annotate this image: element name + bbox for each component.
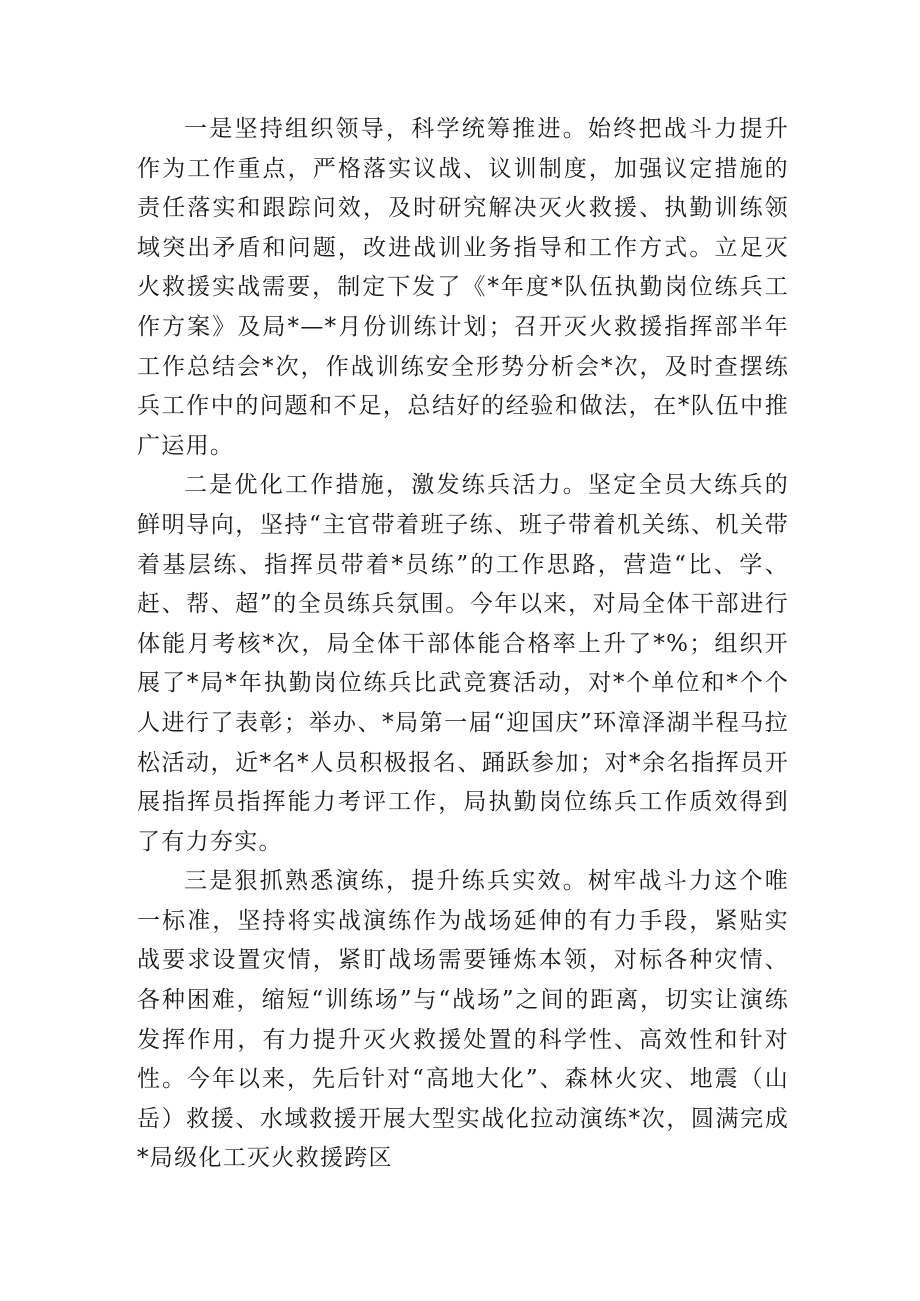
- document-body: [137, 110, 789, 1179]
- paragraph-drill-exercises: 三是狠抓熟悉演练，提升练兵实效。树牢战斗力这个唯一标准，坚持将实战演练作为战场延伸的有力手段，紧贴实战要求设置灾情，紧盯战场需要锤炼本领，对标各种灾情、各种困难，缩短“训练场”与“战场”之间的距离，切实让演练发挥作用，有力提升灭火救援处置的科学性、高效性和针对性。今年以来，先后针对“高地大化”、森林火灾、地震（山岳）救援、水域救援开展大型实战化拉动演练*次，圆满完成*局级化工灭火救援跨区: [137, 868, 789, 1172]
- paragraph-organization-leadership: 一是坚持组织领导，科学统筹推进。始终把战斗力提升作为工作重点，严格落实议战、议训制度，加强议定措施的责任落实和跟踪问效，及时研究解决灭火救援、执勤训练领域突出矛盾和问题，改进战训业务指导和工作方式。立足灭火救援实战需要，制定下发了《*年度*队伍执勤岗位练兵工作方案》及局*—*月份训练计划；召开灭火救援指挥部半年工作总结会*次，作战训练安全形势分析会*次，及时查摆练兵工作中的问题和不足，总结好的经验和做法，在*队伍中推广运用。: [137, 116, 789, 459]
- paragraph-work-measures: 二是优化工作措施，激发练兵活力。坚定全员大练兵的鲜明导向，坚持“主官带着班子练、班子带着机关练、机关带着基层练、指挥员带着*员练”的工作思路，营造“比、学、赶、帮、超”的全员练兵氛围。今年以来，对局全体干部进行体能月考核*次，局全体干部体能合格率上升了*%；组织开展了*局*年执勤岗位练兵比武竞赛活动，对*个单位和*个个人进行了表彰；举办、*局第一届“迎国庆”环漳泽湖半程马拉松活动，近*名*人员积极报名、踊跃参加；对*余名指挥员开展指挥员指挥能力考评工作，局执勤岗位练兵工作质效得到了有力夯实。: [137, 472, 789, 855]
